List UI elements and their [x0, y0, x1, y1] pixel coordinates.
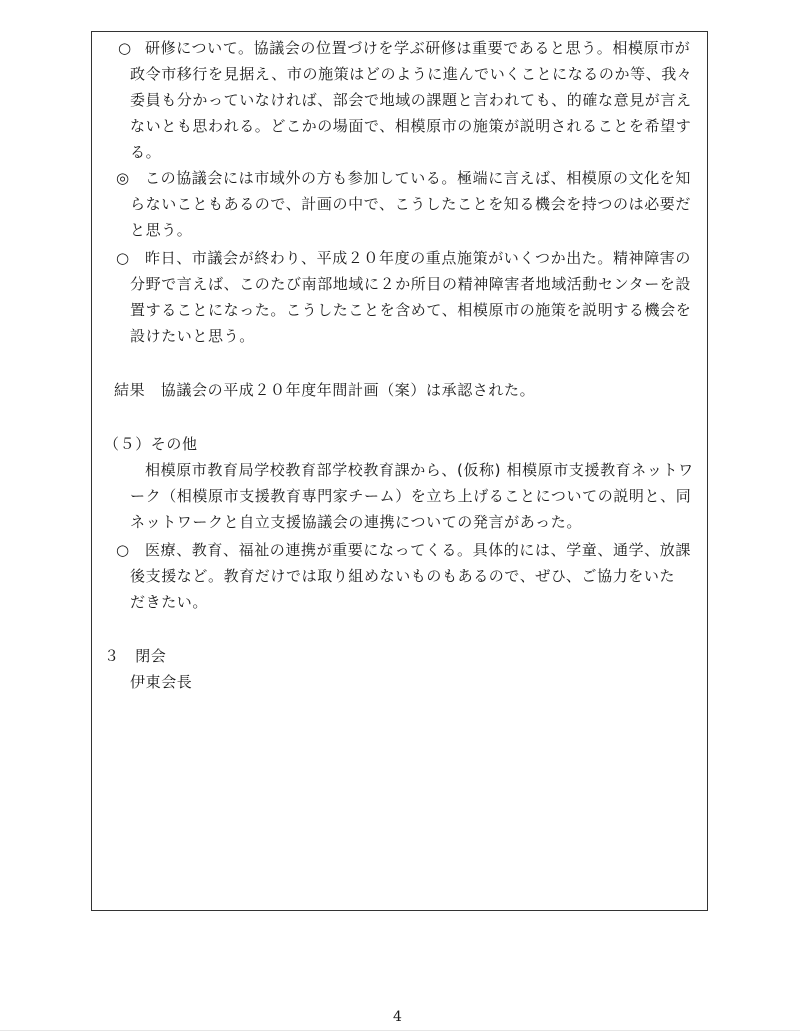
section-body-line: 相模原市教育局学校教育部学校教育課から、(仮称) 相模原市支援教育ネットワ [145, 461, 694, 479]
result-text: 結果 協議会の平成２０年度年間計画（案）は承認された。 [114, 381, 536, 399]
section-heading: ３ 閉会 [104, 647, 167, 665]
comment-line: 置することになった。こうしたことを含めて、相模原市の施策を説明する機会を [130, 301, 692, 319]
comment-line: らないこともあるので、計画の中で、こうしたことを知る機会を持つのは必要だ [130, 195, 692, 213]
comment-line: ないとも思われる。どこかの場面で、相模原市の施策が説明されることを希望す [130, 117, 692, 135]
comment-line: 設けたいと思う。 [130, 327, 255, 345]
comment-line: 研修について。協議会の位置づけを学ぶ研修は重要であると思う。相模原市が [145, 39, 691, 57]
section-heading: （５）その他 [104, 435, 198, 453]
comment-marker: ○ [116, 541, 130, 559]
comment-line: 政令市移行を見据え、市の施策はどのように進んでいくことになるのか等、我々 [130, 65, 693, 83]
page-divider [0, 1030, 800, 1031]
comment-line: 後支援など。教育だけでは取り組めないものもあるので、ぜひ、ご協力をいた [130, 567, 676, 585]
comment-line: だきたい。 [130, 593, 209, 611]
comment-marker: ○ [116, 249, 130, 267]
section-body-line: ーク（相模原市支援教育専門家チーム）を立ち上げることについての説明と、同 [130, 487, 692, 505]
comment-line: 昨日、市議会が終わり、平成２０年度の重点施策がいくつか出た。精神障害の [145, 249, 692, 267]
speaker-name: 伊東会長 [130, 673, 193, 691]
comment-marker: ◎ [116, 169, 130, 187]
comment-line: 分野で言えば、このたび南部地域に２か所目の精神障害者地域活動センターを設 [130, 275, 692, 293]
comment-line: る。 [130, 143, 162, 161]
section-body-line: ネットワークと自立支援協議会の連携についての発言があった。 [130, 513, 582, 531]
page-number: 4 [393, 1009, 402, 1025]
comment-line: 医療、教育、福祉の連携が重要になってくる。具体的には、学童、通学、放課 [145, 541, 692, 559]
comment-line: この協議会には市域外の方も参加している。極端に言えば、相模原の文化を知 [145, 169, 692, 187]
comment-line: と思う。 [130, 221, 193, 239]
comment-line: 委員も分かっていなければ、部会で地域の課題と言われても、的確な意見が言え [130, 91, 692, 109]
comment-marker: ○ [118, 39, 132, 57]
